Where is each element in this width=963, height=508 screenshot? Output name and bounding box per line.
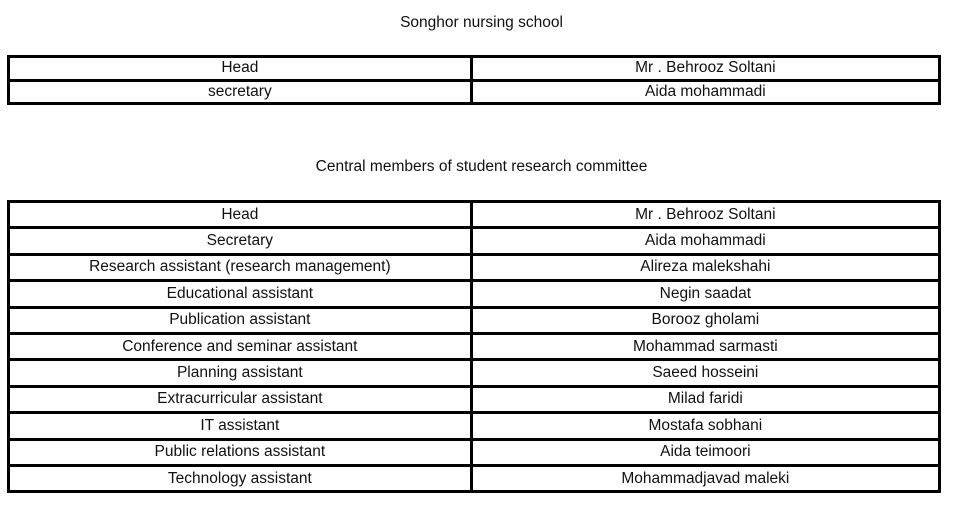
table-row bbox=[9, 413, 940, 439]
name-cell: Aida mohammadi bbox=[471, 228, 939, 254]
role-cell: secretary bbox=[9, 80, 472, 104]
table-row bbox=[9, 254, 940, 280]
name-cell: Saeed hosseini bbox=[471, 360, 939, 386]
name-cell: Negin saadat bbox=[471, 281, 939, 307]
committee-members-table bbox=[7, 200, 941, 493]
role-cell: Educational assistant bbox=[9, 281, 472, 307]
role-cell: Planning assistant bbox=[9, 360, 472, 386]
school-title: Songhor nursing school bbox=[400, 14, 563, 31]
role-cell: Conference and seminar assistant bbox=[9, 333, 472, 359]
school-officials-table bbox=[7, 55, 941, 105]
role-cell: Publication assistant bbox=[9, 307, 472, 333]
committee-title: Central members of student research committee bbox=[315, 158, 648, 175]
table-row bbox=[9, 228, 940, 254]
table-row bbox=[9, 333, 940, 359]
role-cell: Technology assistant bbox=[9, 465, 472, 491]
name-cell: Milad faridi bbox=[471, 386, 939, 412]
table-row bbox=[9, 80, 940, 104]
name-cell: Alireza malekshahi bbox=[471, 254, 939, 280]
role-cell: Secretary bbox=[9, 228, 472, 254]
table-row bbox=[9, 57, 940, 81]
table-row bbox=[9, 202, 940, 228]
name-cell: Mohammad sarmasti bbox=[471, 333, 939, 359]
name-cell: Mohammadjavad maleki bbox=[471, 465, 939, 491]
table-row bbox=[9, 386, 940, 412]
name-cell: Mr . Behrooz Soltani bbox=[471, 202, 939, 228]
table-row bbox=[9, 465, 940, 491]
role-cell: Head bbox=[9, 57, 472, 81]
table-row bbox=[9, 360, 940, 386]
role-cell: Research assistant (research management) bbox=[9, 254, 472, 280]
role-cell: Extracurricular assistant bbox=[9, 386, 472, 412]
name-cell: Borooz gholami bbox=[471, 307, 939, 333]
name-cell: Aida mohammadi bbox=[471, 80, 939, 104]
name-cell: Mr . Behrooz Soltani bbox=[471, 57, 939, 81]
table-row bbox=[9, 281, 940, 307]
role-cell: Public relations assistant bbox=[9, 439, 472, 465]
table-row bbox=[9, 439, 940, 465]
role-cell: IT assistant bbox=[9, 413, 472, 439]
table-row bbox=[9, 307, 940, 333]
role-cell: Head bbox=[9, 202, 472, 228]
name-cell: Aida teimoori bbox=[471, 439, 939, 465]
name-cell: Mostafa sobhani bbox=[471, 413, 939, 439]
